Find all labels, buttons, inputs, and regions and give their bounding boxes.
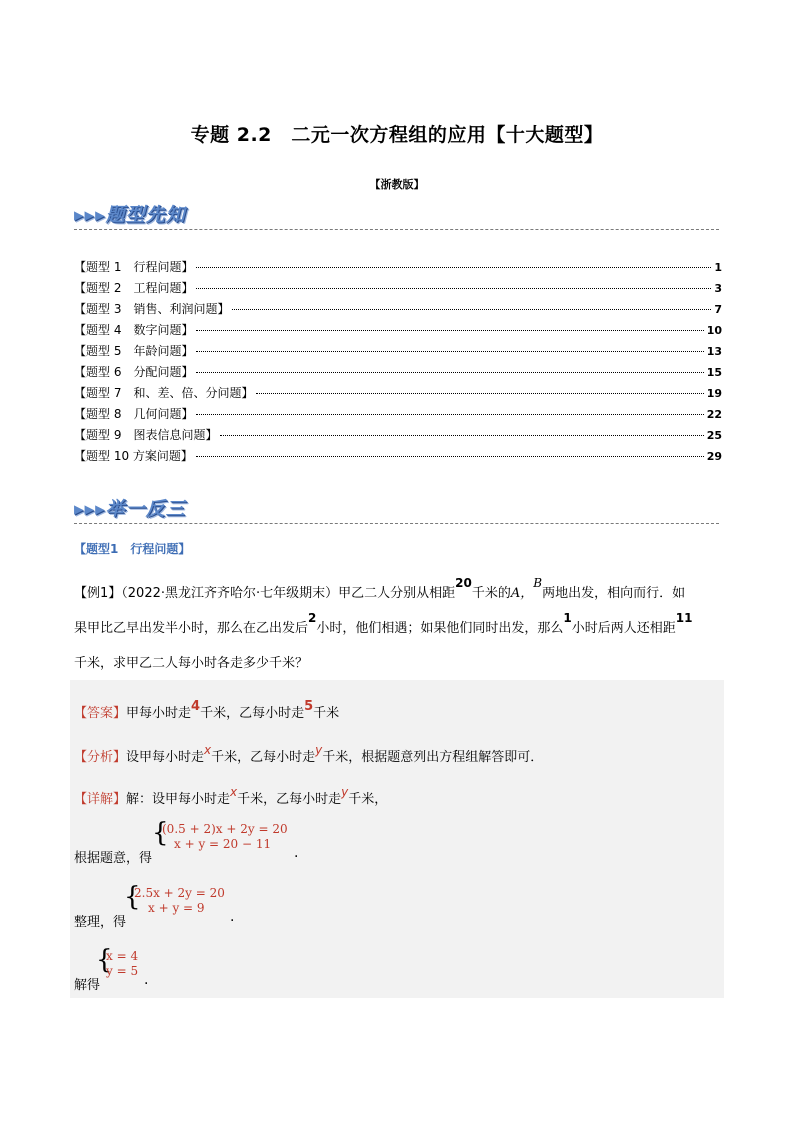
number-1: 1 <box>563 611 572 625</box>
toc-entry[interactable] <box>74 447 722 468</box>
example-text: 果甲比乙早出发半小时，那么在乙出发后 <box>74 621 309 636</box>
toc-entry[interactable] <box>74 426 722 447</box>
toc-entry[interactable] <box>74 384 722 405</box>
var-y: y <box>315 743 323 757</box>
point-a: A， <box>510 586 534 601</box>
banner-preview-text: ▸▸▸题型先知 <box>74 204 186 226</box>
toc-leader-dots <box>220 435 703 436</box>
toc-page-number: 10 <box>706 324 722 337</box>
toc-page-number: 3 <box>714 282 722 295</box>
step-label: 解得 <box>74 978 101 993</box>
example-text: 两地出发，相向而行．如 <box>542 586 686 601</box>
equation-system-3 <box>106 949 138 979</box>
brace: { <box>152 818 169 848</box>
answer-text: 千米，乙每小时走 <box>200 706 305 721</box>
divider <box>74 229 719 230</box>
var-x: x <box>204 743 212 757</box>
example-text: 千米，求甲乙二人每小时各走多少千米？ <box>74 656 309 671</box>
example-text: 【例1】（2022·黑龙江齐齐哈尔·七年级期末）甲乙二人分别从相距 <box>74 586 456 601</box>
analysis-text: 设甲每小时走 <box>126 750 205 765</box>
toc-leader-dots <box>196 351 703 352</box>
toc-entry-label: 【题型 9 图表信息问题】 <box>74 428 218 442</box>
toc-entry-label: 【题型 8 几何问题】 <box>74 407 194 421</box>
toc-page-number: 22 <box>706 408 722 421</box>
equation: (0.5 + 2)x + 2y = 20 <box>162 822 288 836</box>
number-11: 11 <box>675 611 693 625</box>
number-2: 2 <box>308 611 317 625</box>
toc-entry[interactable] <box>74 279 722 300</box>
toc-entry-label: 【题型 2 工程问题】 <box>74 281 194 295</box>
analysis-text: 千米，根据题意列出方程组解答即可． <box>322 750 544 765</box>
toc-page-number: 15 <box>706 366 722 379</box>
toc-entry[interactable] <box>74 342 722 363</box>
point-b: B <box>533 576 543 590</box>
toc-leader-dots <box>196 267 711 268</box>
step-label: 根据题意，得 <box>74 851 153 866</box>
analysis-tag: 【分析】 <box>74 750 127 765</box>
edition-label: 【浙教版】 <box>369 178 425 191</box>
toc-page-number: 19 <box>706 387 722 400</box>
equation: x + y = 20 − 11 <box>174 837 272 851</box>
equation: y = 5 <box>106 964 139 978</box>
brace: { <box>124 882 141 912</box>
toc-entry-label: 【题型 4 数字问题】 <box>74 323 194 337</box>
toc-entry[interactable] <box>74 363 722 384</box>
toc-entry-label: 【题型 1 行程问题】 <box>74 260 194 274</box>
toc-entry-label: 【题型 3 销售、利润问题】 <box>74 302 230 316</box>
toc-leader-dots <box>232 309 711 310</box>
equation: 2.5x + 2y = 20 <box>134 886 225 900</box>
toc-entry[interactable] <box>74 258 722 279</box>
answer-value-5: 5 <box>304 699 314 714</box>
analysis-text: 千米，乙每小时走 <box>211 750 316 765</box>
toc-entry-label: 【题型 6 分配问题】 <box>74 365 194 379</box>
toc-entry-label: 【题型 5 年龄问题】 <box>74 344 194 358</box>
example-text: 小时后两人还相距 <box>571 621 676 636</box>
equation: x = 4 <box>106 949 139 963</box>
equation-system-2 <box>134 886 225 916</box>
period: . <box>144 972 149 988</box>
detail-text: 千米，乙每小时走 <box>237 792 342 807</box>
period: . <box>294 845 299 861</box>
table-of-contents <box>74 258 722 468</box>
example-problem <box>74 576 722 681</box>
period: . <box>230 909 235 925</box>
banner-practice-text: ▸▸▸举一反三 <box>74 498 186 520</box>
toc-page-number: 25 <box>706 429 722 442</box>
answer-line <box>74 699 340 721</box>
answer-text: 千米 <box>313 706 340 721</box>
toc-entry-label: 【题型 7 和、差、倍、分问题】 <box>74 386 254 400</box>
toc-leader-dots <box>196 372 703 373</box>
equation: x + y = 9 <box>148 901 205 915</box>
detail-tag: 【详解】 <box>74 792 127 807</box>
toc-leader-dots <box>196 288 711 289</box>
toc-entry[interactable] <box>74 300 722 321</box>
example-text: 小时，他们相遇；如果他们同时出发，那么 <box>316 621 564 636</box>
answer-value-4: 4 <box>191 699 201 714</box>
equation-system-1 <box>162 822 288 852</box>
divider <box>74 523 719 524</box>
example-text: 千米的 <box>471 586 511 601</box>
brace: { <box>96 945 113 975</box>
page-title: 专题 2.2 二元一次方程组的应用【十大题型】 <box>190 124 604 146</box>
toc-leader-dots <box>256 393 703 394</box>
analysis-line <box>74 743 544 765</box>
section-heading: 【题型1 行程问题】 <box>74 542 191 556</box>
toc-leader-dots <box>196 330 703 331</box>
answer-tag: 【答案】 <box>74 706 127 721</box>
detail-line <box>74 785 388 807</box>
toc-page-number: 1 <box>714 261 722 274</box>
number-20: 20 <box>455 576 472 590</box>
toc-entry[interactable] <box>74 321 722 342</box>
answer-text: 甲每小时走 <box>126 706 192 721</box>
toc-page-number: 13 <box>706 345 722 358</box>
step-label: 整理，得 <box>74 915 127 930</box>
toc-entry-label: 【题型 10 方案问题】 <box>74 449 193 463</box>
toc-page-number: 7 <box>714 303 722 316</box>
var-y: y <box>341 785 349 799</box>
toc-page-number: 29 <box>706 450 722 463</box>
var-x: x <box>230 785 238 799</box>
toc-leader-dots <box>196 456 704 457</box>
detail-text: 解：设甲每小时走 <box>126 792 231 807</box>
detail-text: 千米， <box>348 792 388 807</box>
toc-entry[interactable] <box>74 405 722 426</box>
toc-leader-dots <box>196 414 703 415</box>
